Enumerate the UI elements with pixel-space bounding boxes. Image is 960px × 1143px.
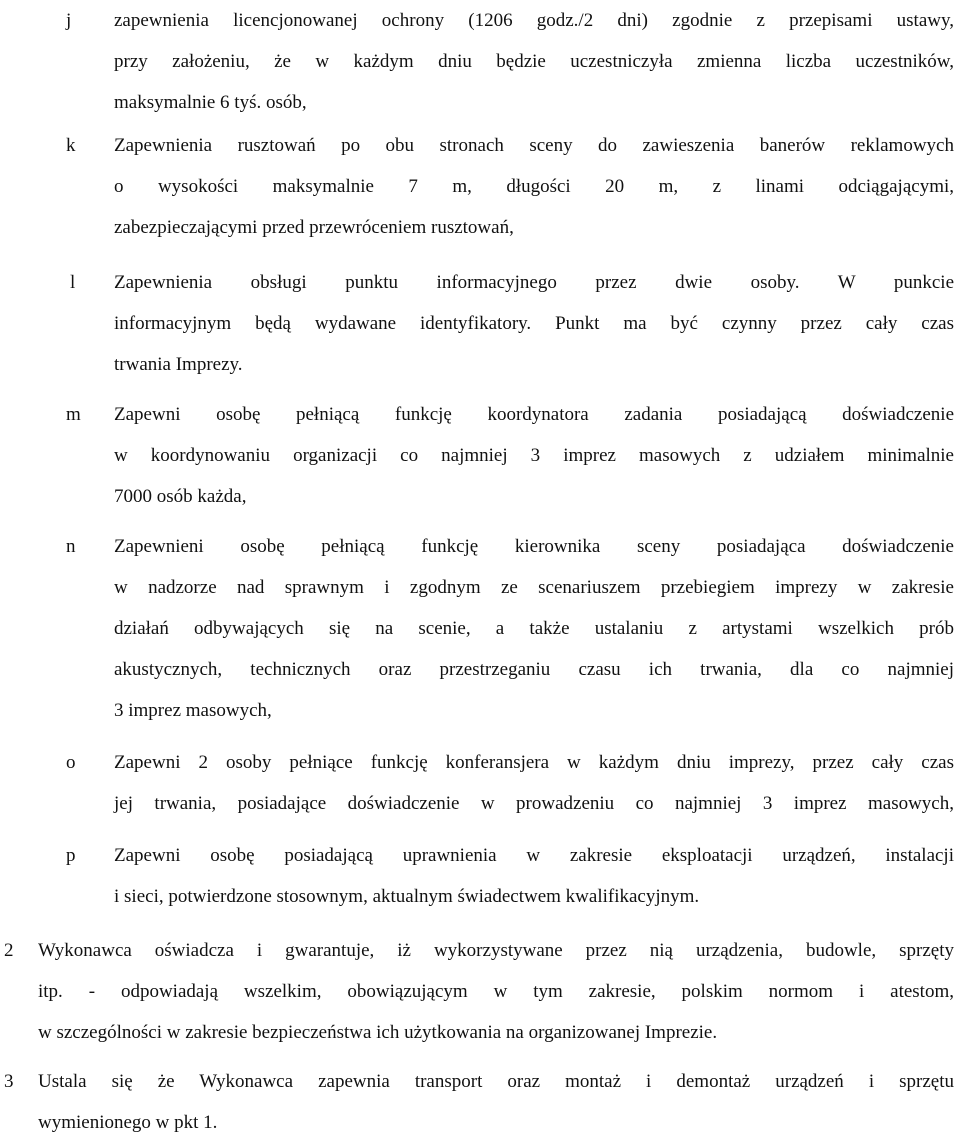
list-marker: l bbox=[70, 272, 76, 293]
list-item-text: Wykonawca oświadcza i gwarantuje, iż wykorzystywane przez nią urządzenia, budowle, sprzęty itp. - odpowiadają wszelkim, obowiązującym w tym zakresie, polskim normom i atestom, w szczególności w zakresie bezpieczeństwa ich użytkowania na organizowanej Imprezie. bbox=[38, 940, 954, 1043]
list-marker: n bbox=[66, 536, 76, 557]
list-marker: 3 bbox=[4, 1071, 14, 1092]
list-marker: 2 bbox=[4, 940, 14, 961]
list-marker: p bbox=[66, 845, 76, 866]
list-item-text: Zapewni osobę pełniącą funkcję koordynatora zadania posiadającą doświadczenie w koordynowaniu organizacji co najmniej 3 imprez masowych z udziałem minimalnie 7000 osób każda, bbox=[114, 404, 954, 507]
list-marker: j bbox=[66, 10, 72, 31]
list-item-text: zapewnienia licencjonowanej ochrony (1206 godz./2 dni) zgodnie z przepisami ustawy, przy założeniu, że w każdym dniu będzie uczestniczyła zmienna liczba uczestników, maksymalnie 6 tyś. osób, bbox=[114, 10, 954, 113]
list-item-text: Ustala się że Wykonawca zapewnia transport oraz montaż i demontaż urządzeń i sprzętu wymienionego w pkt 1. bbox=[38, 1071, 954, 1133]
list-item-text: Zapewni osobę posiadającą uprawnienia w zakresie eksploatacji urządzeń, instalacji i sieci, potwierdzone stosownym, aktualnym świadectwem kwalifikacyjnym. bbox=[114, 845, 954, 907]
list-item-text: Zapewnieni osobę pełniącą funkcję kierownika sceny posiadająca doświadczenie w nadzorze nad sprawnym i zgodnym ze scenariuszem przebiegiem imprezy w zakresie działań odbywających się na scenie, a także ustalaniu z artystami wszelkich prób akustycznych, technicznych oraz przestrzeganiu czasu ich trwania, dla co najmniej 3 imprez masowych, bbox=[114, 536, 954, 721]
list-item-text: Zapewni 2 osoby pełniące funkcję konferansjera w każdym dniu imprezy, przez cały czas jej trwania, posiadające doświadczenie w prowadzeniu co najmniej 3 imprez masowych, bbox=[114, 752, 954, 814]
list-marker: o bbox=[66, 752, 76, 773]
list-item-text: Zapewnienia rusztowań po obu stronach sceny do zawieszenia banerów reklamowych o wysokości maksymalnie 7 m, długości 20 m, z linami odciągającymi, zabezpieczającymi przed przewróceniem rusztowań, bbox=[114, 135, 954, 238]
list-marker: m bbox=[66, 404, 81, 425]
list-marker: k bbox=[66, 135, 76, 156]
list-item-text: Zapewnienia obsługi punktu informacyjnego przez dwie osoby. W punkcie informacyjnym będą wydawane identyfikatory. Punkt ma być czynny przez cały czas trwania Imprezy. bbox=[114, 272, 954, 375]
